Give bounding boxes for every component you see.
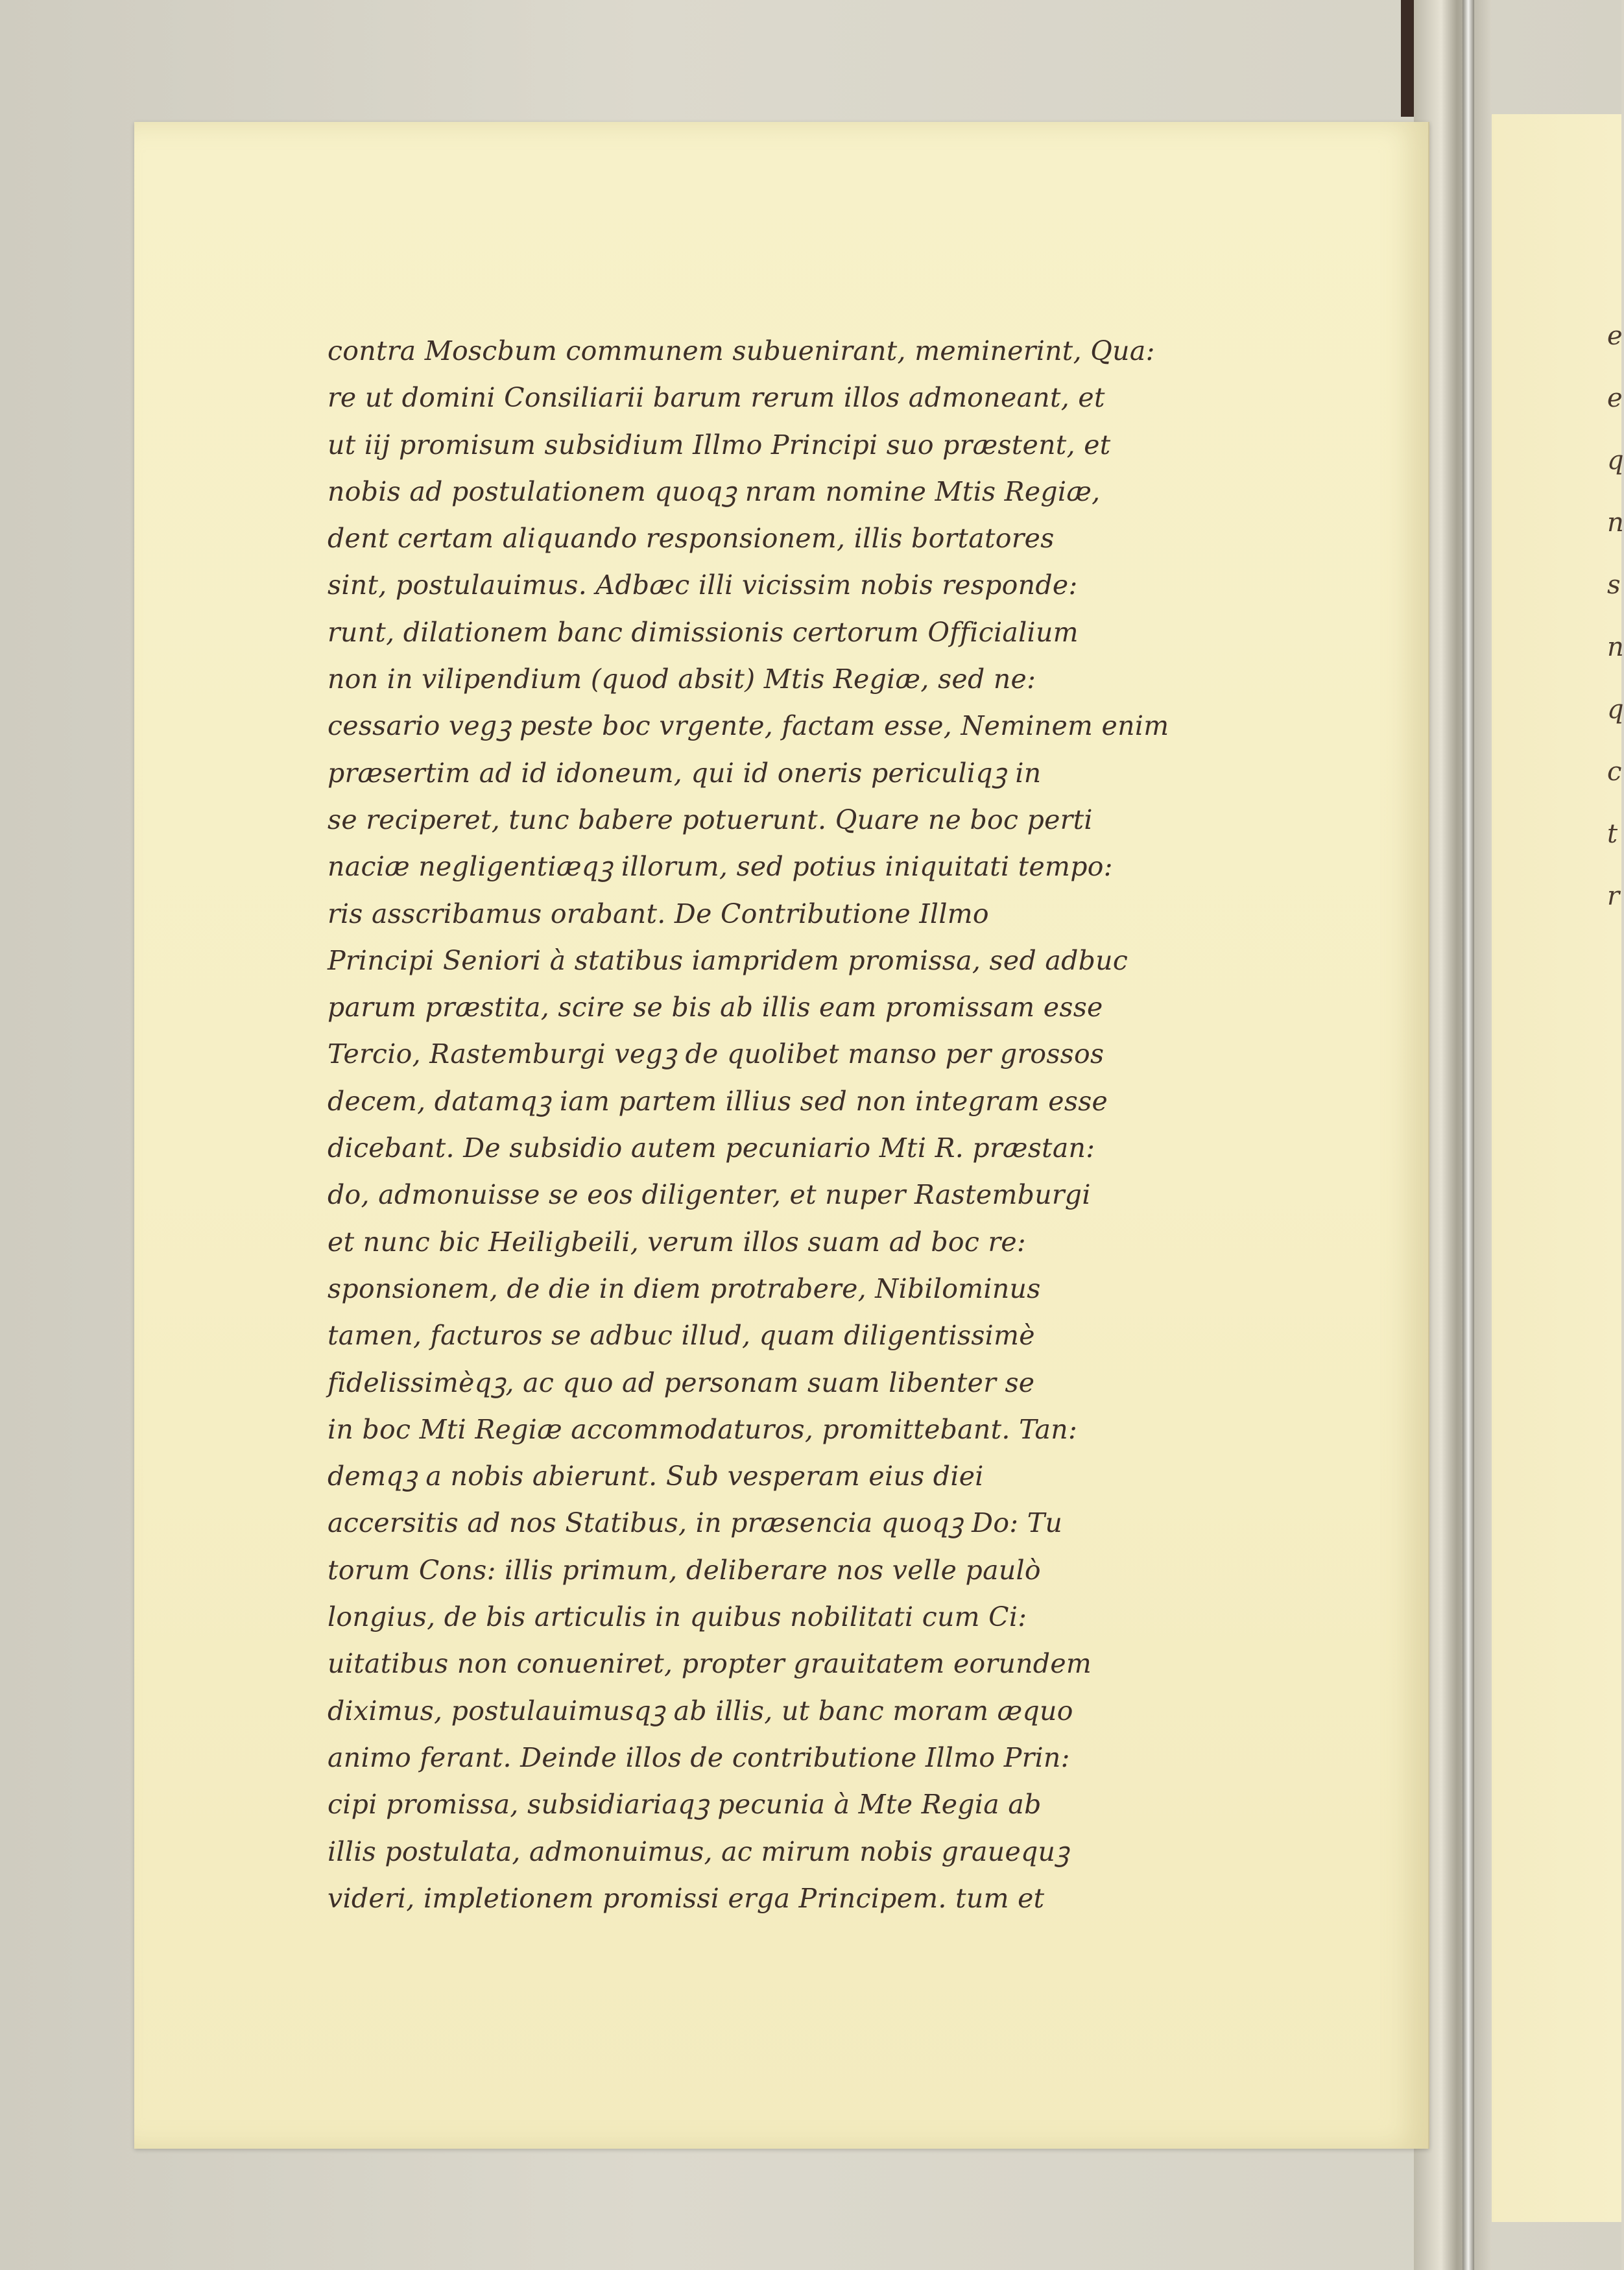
manuscript-line: longius, de bis articulis in quibus nobilitati cum Ci: <box>328 1601 1027 1633</box>
manuscript-line: tamen, facturos se adbuc illud, quam diligentissimè <box>328 1320 1035 1352</box>
manuscript-line: ut iij promisum subsidium Illmo Principi suo præstent, et <box>328 429 1111 460</box>
manuscript-line: animo ferant. Deinde illos de contributione Illmo Prin: <box>328 1741 1070 1773</box>
right-page-glyph: s <box>1607 570 1621 600</box>
right-page-glyph: t <box>1607 819 1618 849</box>
manuscript-line: præsertim ad id idoneum, qui id oneris periculiqꝫ in <box>328 757 1042 789</box>
right-page-glyph: n <box>1607 508 1624 538</box>
manuscript-line: contra Moscbum communem subuenirant, meminerint, Qua: <box>328 335 1155 366</box>
manuscript-line: do, admonuisse se eos diligenter, et nuper Rastemburgi <box>328 1179 1091 1211</box>
right-page-text-fragments <box>1607 305 1624 927</box>
manuscript-line: runt, dilationem banc dimissionis certorum Officialium <box>328 616 1079 648</box>
right-page-glyph: n <box>1607 632 1624 662</box>
manuscript-line: illis postulata, admonuimus, ac mirum nobis grauequꝫ <box>328 1835 1069 1867</box>
manuscript-line: parum præstita, scire se bis ab illis eam promissam esse <box>328 992 1103 1023</box>
manuscript-line: fidelissimèqꝫ, ac quo ad personam suam libenter se <box>328 1367 1035 1398</box>
manuscript-line: non in vilipendium (quod absit) Mtis Regiæ, sed ne: <box>328 663 1036 695</box>
right-page-glyph: q <box>1607 446 1624 475</box>
manuscript-line: videri, impletionem promissi erga Principem. tum et <box>328 1882 1045 1914</box>
manuscript-line: et nunc bic Heiligbeili, verum illos suam ad boc re: <box>328 1226 1027 1258</box>
manuscript-line: cipi promissa, subsidiariaqꝫ pecunia à Mte Regia ab <box>328 1789 1042 1821</box>
manuscript-line: in boc Mti Regiæ accommodaturos, promittebant. Tan: <box>328 1413 1078 1445</box>
manuscript-text <box>328 328 1281 1922</box>
manuscript-line: re ut domini Consiliarii barum rerum illos admoneant, et <box>328 382 1105 414</box>
manuscript-line: cessario vegꝫ peste boc vrgente, factam esse, Neminem enim <box>328 710 1169 742</box>
manuscript-line: decem, datamqꝫ iam partem illius sed non integram esse <box>328 1085 1108 1117</box>
manuscript-line: dent certam aliquando responsionem, illis bortatores <box>328 523 1055 555</box>
right-page-glyph: r <box>1607 881 1620 911</box>
right-page-glyph: q <box>1607 695 1624 724</box>
manuscript-line: Tercio, Rastemburgi vegꝫ de quolibet manso per grossos <box>328 1038 1105 1070</box>
right-page-glyph: e <box>1607 321 1623 351</box>
manuscript-line: naciæ negligentiæqꝫ illorum, sed potius iniquitati tempo: <box>328 851 1113 883</box>
manuscript-line: accersitis ad nos Statibus, in præsencia quoqꝫ Do: Tu <box>328 1507 1063 1539</box>
manuscript-line: ris asscribamus orabant. De Contributione Illmo <box>328 898 989 929</box>
binding-rod <box>1463 0 1474 2270</box>
manuscript-line: diximus, postulauimusqꝫ ab illis, ut banc moram æquo <box>328 1695 1073 1726</box>
manuscript-line: sint, postulauimus. Adbæc illi vicissim nobis responde: <box>328 569 1078 601</box>
right-page-glyph: e <box>1607 383 1623 413</box>
manuscript-line: se reciperet, tunc babere potuerunt. Quare ne boc perti <box>328 804 1093 835</box>
right-page-glyph: c <box>1607 757 1622 787</box>
manuscript-line: uitatibus non conueniret, propter grauitatem eorundem <box>328 1648 1092 1680</box>
manuscript-line: sponsionem, de die in diem protrabere, Nibilominus <box>328 1272 1041 1304</box>
manuscript-line: dicebant. De subsidio autem pecuniario Mti R. præstan: <box>328 1132 1095 1164</box>
manuscript-line: nobis ad postulationem quoqꝫ nram nomine Mtis Regiæ, <box>328 475 1101 507</box>
manuscript-line: Principi Seniori à statibus iampridem promissa, sed adbuc <box>328 944 1128 976</box>
manuscript-line: demqꝫ a nobis abierunt. Sub vesperam eius diei <box>328 1461 984 1492</box>
manuscript-line: torum Cons: illis primum, deliberare nos velle paulò <box>328 1554 1041 1586</box>
